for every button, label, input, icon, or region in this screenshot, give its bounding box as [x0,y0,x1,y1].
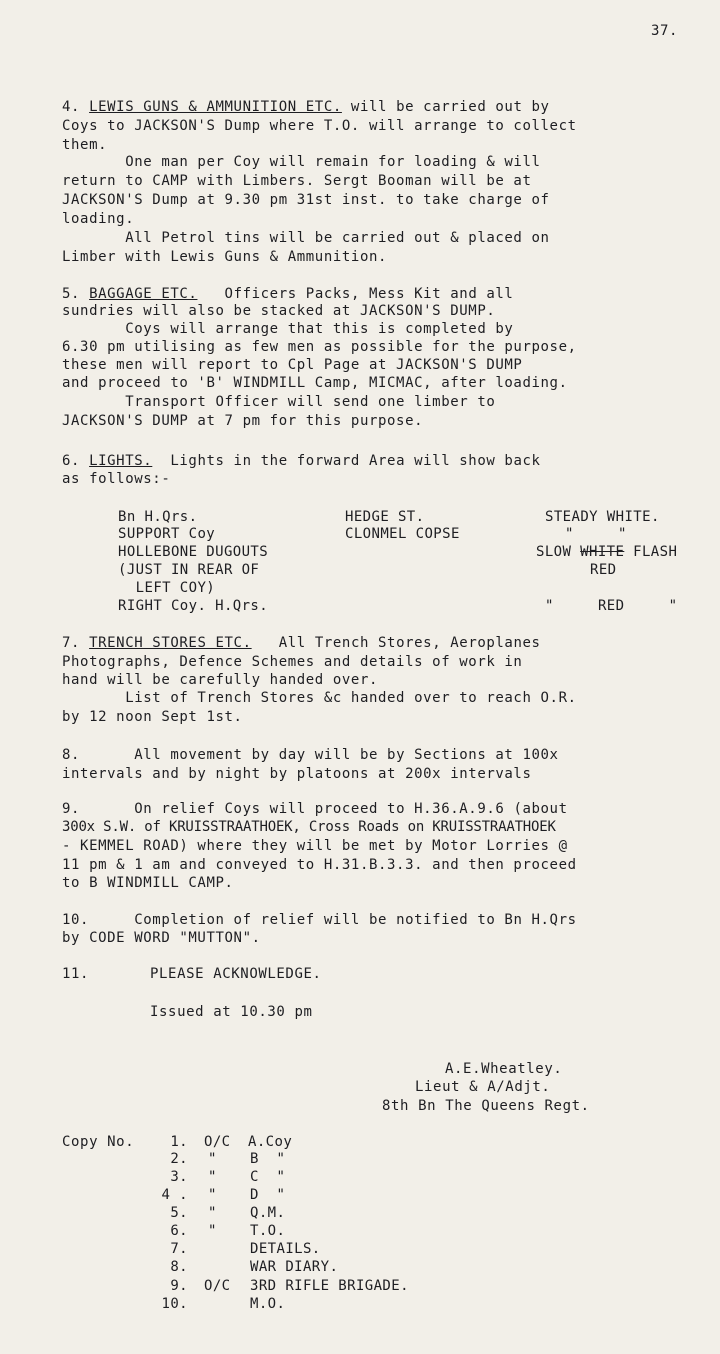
lights-place-1: HEDGE ST. [345,509,425,525]
para6-number: 6. [62,453,81,469]
copy-officer-4: " [208,1187,217,1203]
para10-line-1 [62,911,577,929]
copy-recipient-7: DETAILS. [250,1241,321,1257]
para6-heading: LIGHTS. [89,453,153,469]
lights-location-2: SUPPORT Coy [118,526,216,542]
copy-officer-9: O/C [204,1278,231,1294]
para4-text: will be carried out by [341,99,550,115]
lights-location-1: Bn H.Qrs. [118,509,198,525]
para7-line-1 [62,634,541,652]
copy-number-1: 1. [170,1134,188,1150]
copy-recipient-5: Q.M. [250,1205,286,1221]
copy-recipient-2: B " [250,1151,286,1167]
lights-place-2: CLONMEL COPSE [345,526,460,542]
lights-location-3: HOLLEBONE DUGOUTS [118,544,269,560]
para9-line-4: 11 pm & 1 am and conveyed to H.31.B.3.3. and then proceed [62,857,577,873]
para5-line-6: and proceed to 'B' WINDMILL Camp, MICMAC, after loading. [62,375,568,391]
copy-recipient-1: A.Coy [248,1134,293,1150]
para9-line-1 [62,800,568,818]
para11-number: 11. [62,966,90,982]
para4-line-6: JACKSON'S Dump at 9.30 pm 31st inst. to take charge of [62,192,550,208]
copy-officer-2: " [208,1151,217,1167]
signature-rank: Lieut & A/Adjt. [415,1079,551,1095]
para6-line-2: as follows:- [62,471,171,487]
copy-officer-6: " [208,1223,217,1239]
copy-number-8: 8. [170,1259,188,1275]
copy-officer-3: " [208,1169,217,1185]
para4-line-9: Limber with Lewis Guns & Ammunition. [62,249,388,265]
lights-location-6: RIGHT Coy. H.Qrs. [118,598,269,614]
distribution-label: Copy No. [62,1134,135,1150]
copy-recipient-10: M.O. [250,1296,286,1312]
para7-line-4: List of Trench Stores &c handed over to reach O.R. [62,690,577,706]
para4-line-1 [62,98,550,116]
para7-text: All Trench Stores, Aeroplanes [251,635,541,651]
para9-text: On relief Coys will proceed to H.36.A.9.6 (about [80,801,568,817]
copy-number-5: 5. [170,1205,188,1221]
para10-line-2: by CODE WORD "MUTTON". [62,930,261,946]
para4-number: 4. [62,99,81,115]
para4-line-4: One man per Coy will remain for loading & will [62,154,541,170]
copy-recipient-3: C " [250,1169,286,1185]
copy-number-6: 6. [170,1223,188,1239]
para5-number: 5. [62,286,81,302]
para4-heading: LEWIS GUNS & AMMUNITION ETC. [89,99,342,115]
para7-line-3: hand will be carefully handed over. [62,672,379,688]
para4-line-2: Coys to JACKSON'S Dump where T.O. will arrange to collect [62,118,577,134]
para9-line-2: 300x S.W. of KRUISSTRAATHOEK, Cross Roads on KRUISSTRAATHOEK [62,819,556,835]
para4-line-3: them. [62,137,108,153]
page-number: 37. [651,23,679,39]
para8-number: 8. [62,747,81,763]
copy-recipient-4: D " [250,1187,286,1203]
para11-text: PLEASE ACKNOWLEDGE. [150,966,322,982]
para5-line-8: JACKSON'S DUMP at 7 pm for this purpose. [62,413,424,429]
para7-heading: TRENCH STORES ETC. [89,635,252,651]
copy-number-10: 10. [161,1296,188,1312]
para5-line-7: Transport Officer will send one limber to [62,394,496,410]
copy-recipient-6: T.O. [250,1223,286,1239]
copy-recipient-9: 3RD RIFLE BRIGADE. [250,1278,409,1294]
para5-line-3: Coys will arrange that this is completed by [62,321,514,337]
para5-line-1 [62,285,513,303]
copy-officer-5: " [208,1205,217,1221]
struck-word: WHITE [580,544,625,560]
lights-signal-2: " " [565,526,627,542]
lights-location-5: LEFT COY) [118,580,216,596]
signature-name: A.E.Wheatley. [445,1061,563,1077]
copy-officer-1: O/C [204,1134,231,1150]
para4-line-5: return to CAMP with Limbers. Sergt Booman will be at [62,173,532,189]
para5-line-4: 6.30 pm utilising as few men as possible for the purpose, [62,339,577,355]
para6-text: Lights in the forward Area will show back [152,453,541,469]
para5-text: Officers Packs, Mess Kit and all [197,286,514,302]
lights-signal-1: STEADY WHITE. [545,509,660,525]
para7-line-2: Photographs, Defence Schemes and details of work in [62,654,523,670]
para5-line-2: sundries will also be stacked at JACKSON'S DUMP. [62,303,496,319]
lights-signal-4: RED [590,562,617,578]
lights-signal-3: SLOW WHITE FLASH [536,544,678,560]
para10-text: Completion of relief will be notified to Bn H.Qrs [89,912,577,928]
para7-number: 7. [62,635,81,651]
copy-number-9: 9. [170,1278,188,1294]
para10-number: 10. [62,912,90,928]
copy-recipient-8: WAR DIARY. [250,1259,339,1275]
para4-line-8: All Petrol tins will be carried out & placed on [62,230,550,246]
para9-line-5: to B WINDMILL CAMP. [62,875,234,891]
para9-line-3: - KEMMEL ROAD) where they will be met by Motor Lorries @ [62,838,568,854]
para6-line-1 [62,452,541,470]
para8-text: All movement by day will be by Sections at 100x [80,747,559,763]
issued-time: Issued at 10.30 pm [150,1004,313,1020]
copy-number-7: 7. [170,1241,188,1257]
para4-line-7: loading. [62,211,135,227]
copy-number-3: 3. [170,1169,188,1185]
para9-number: 9. [62,801,81,817]
para5-heading: BAGGAGE ETC. [89,286,198,302]
lights-signal-6: " RED " [545,598,678,614]
copy-number-4: 4 . [161,1187,188,1203]
para7-line-5: by 12 noon Sept 1st. [62,709,243,725]
para8-line-2: intervals and by night by platoons at 200x intervals [62,766,532,782]
lights-location-4: (JUST IN REAR OF [118,562,260,578]
para8-line-1 [62,746,559,764]
signature-unit: 8th Bn The Queens Regt. [382,1098,590,1114]
copy-number-2: 2. [170,1151,188,1167]
para5-line-5: these men will report to Cpl Page at JACKSON'S DUMP [62,357,523,373]
